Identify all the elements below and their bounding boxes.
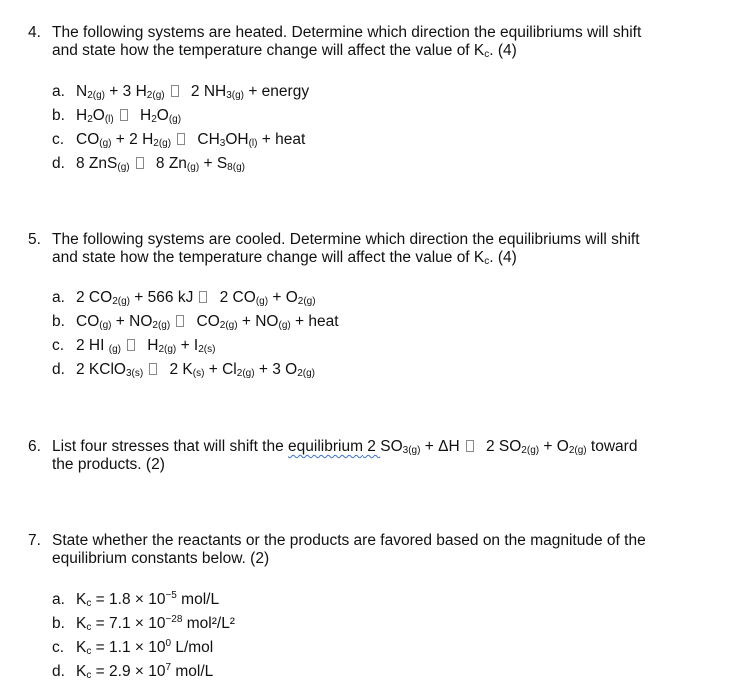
equilibrium-arrow-icon [171,85,179,97]
question-4 [28,24,718,60]
question-number: 6. [28,438,41,455]
question-7-stem: 7. State whether the reactants or the products are favored based on the magnitude of the equilibrium constants below. (2) [28,532,646,567]
question-7-items [52,588,235,684]
list-item: a. 2 $CO_{2(g)} + 566$ kJ 2 $CO_{(g)} + O_{2(g)}$ [52,289,316,307]
list-item: d. $K_c = 2.9 \times 10^7$ mol/L [52,662,214,681]
list-item: c. 2 HI $_{(g)}$ $H_{2(g)} + I_{2(s)}$ [52,337,216,355]
list-item: b. $H_2O_{(l)}$ $H_2O_{(g)}$ [52,107,182,125]
list-item: c. $K_c = 1.1 \times 10^0$ L/mol [52,638,214,657]
question-number: 7. [28,532,41,549]
equilibrium-arrow-icon [149,363,157,375]
list-item: a. $K_c = 1.8 \times 10^{-5}$ mol/L [52,590,220,609]
question-4-stem: 4. The following systems are heated. Determine which direction the equilibriums will shift and state how the temperature change will affect the value of $K_c$. (4) [28,24,642,60]
list-item: b. $CO_{(g)} + NO_{2(g)}$ $CO_{2(g)} + NO_{(g)}$ + heat [52,313,339,331]
equilibrium-arrow-icon [199,291,207,303]
equilibrium-arrow-icon [176,315,184,327]
question-number: 4. [28,24,41,41]
equilibrium-arrow-icon [120,109,128,121]
list-item: d. 8 ZnS$_{(g)}$ 8 $Zn_{(g)} + S_{8(g)}$ [52,155,245,173]
list-item: c. $CO_{(g)} + 2$ $H_{2(g)}$ $CH_3OH_{(l)}$ + heat [52,131,306,149]
list-item: a. $N_{2(g)} + 3$ $H_{2(g)}$ 2 $NH_{3(g)}$ + energy [52,83,310,101]
question-5-stem: 5. The following systems are cooled. Determine which direction the equilibriums will shift and state how the temperature change will affect the value of $K_c$. (4) [28,231,640,267]
question-7 [28,532,718,568]
question-5-items [52,286,339,382]
equilibrium-arrow-icon [136,157,144,169]
question-6-stem: 6. List four stresses that will shift the equilibrium 2 $SO_{3(g)} + \Delta H$ 2 $SO_{2(g)} + O_{2(g)}$ toward the products. (2) [28,438,638,473]
equilibrium-arrow-icon [177,133,185,145]
list-item: d. 2 KClO$_{3(s)}$ 2 $K_{(s)} + Cl_{2(g)} + 3$ $O_{2(g)}$ [52,361,316,379]
spellcheck-underline: equilibrium 2 [288,438,381,455]
question-4-items [52,80,309,176]
question-number: 5. [28,231,41,248]
list-item: b. $K_c = 7.1 \times 10^{-28}$ mol²/L² [52,614,235,633]
equilibrium-arrow-icon [466,440,474,452]
question-5 [28,231,718,267]
equilibrium-arrow-icon [127,339,135,351]
question-6 [28,438,718,474]
